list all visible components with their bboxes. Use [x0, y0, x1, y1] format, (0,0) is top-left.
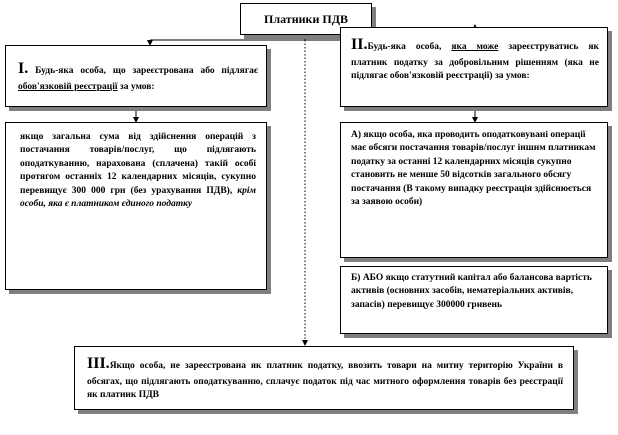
box5-text: Б) АБО якщо статутний капітал або балансова вартість активів (основних засобів, нематеріальних активів, запасів) перевищує 300000 гривень: [351, 273, 592, 310]
box2-text-underlined: яка може: [451, 42, 499, 52]
box1-text-before: Будь-яка особа, що зареєстрована або підлягає: [28, 66, 258, 76]
box6-text: Якщо особа, не зареєстрована як платник податку, ввозить товари на митну територію України в обсягах, що підлягають оподаткуванню, сплачує податок під час митного оформлення товарів без реєстрації як платник ПДВ: [87, 361, 563, 401]
condition-box-3: [5, 122, 267, 290]
box3-italic-text: крім особи, яка є платником єдиного податку: [20, 185, 256, 210]
condition-box-4: [340, 122, 608, 258]
condition-box-6: [74, 346, 574, 410]
box2-text-after: зареєструватись як платник податку за добровільним рішенням (яка не підлягає обов'язковій реєстрації) за умов:: [351, 42, 599, 82]
box1-text-after: за умов:: [117, 81, 155, 92]
roman-numeral-3: III.: [87, 355, 110, 372]
condition-box-2: [340, 27, 608, 107]
roman-numeral-2: II.: [351, 36, 368, 53]
box6-text-wrap: [87, 353, 563, 403]
title-text: Платники ПДВ: [264, 12, 348, 26]
box4-text: А) якщо особа, яка проводить оподатковувані операції має обсяги постачання товарів/послуг іншим платникам податку за останні 12 календарних місяців сукупно становить не менше 50 відсотків загального обсягу постачання (В такому випадку реєстрація здійснюється за заявою особи): [351, 130, 596, 208]
condition-box-5: [340, 266, 608, 334]
condition-box-1: [5, 45, 267, 107]
box2-text: [351, 34, 599, 84]
box2-text-before: Будь-яка особа,: [367, 42, 452, 52]
box3-text: якщо загальна сума від здійснення операцій з постачання товарів/послуг, що підлягають оподаткуванню, нарахована (сплачена) такій особі протягом останніх 12 календарних місяців, сукупно перевищує 300 000 грн (без урахування ПДВ),: [20, 132, 256, 196]
box1-text-underlined: обов'язковій реєстрації: [18, 81, 118, 92]
box1-text: [18, 58, 258, 94]
roman-numeral-1: I.: [18, 60, 29, 77]
